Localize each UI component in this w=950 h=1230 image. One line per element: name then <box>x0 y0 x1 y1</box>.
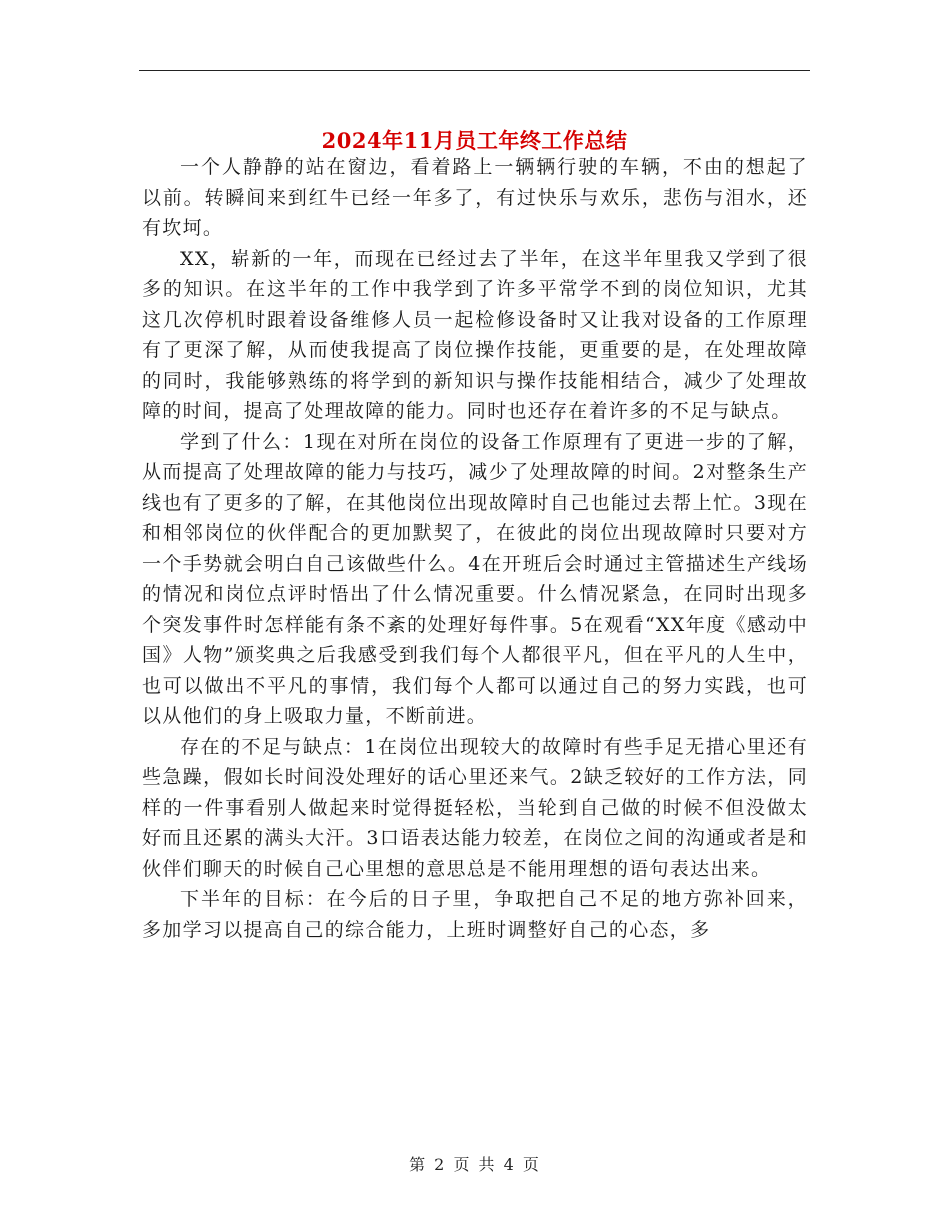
page-number-footer: 第 2 页 共 4 页 <box>409 1155 541 1174</box>
document-title: 2024年11月员工年终工作总结 <box>321 128 628 154</box>
paragraph-shortcomings: 存在的不足与缺点：1在岗位出现较大的故障时有些手足无措心里还有些急躁，假如长时间没处理好的话心里还来气。2缺乏较好的工作方法，同样的一件事看别人做起来时觉得挺轻松，当轮到自己做的时候不但没做太好而且还累的满头大汗。3口语表达能力较差，在岗位之间的沟通或者是和伙伴们聊天的时候自己心里想的意思总是不能用理想的语句表达出来。 <box>142 735 808 880</box>
header-rule <box>139 70 810 71</box>
document-body <box>142 152 808 945</box>
paragraph-learning-overview: XX，崭新的一年，而现在已经过去了半年，在这半年里我又学到了很多的知识。在这半年的工作中我学到了许多平常学不到的岗位知识，尤其这几次停机时跟着设备维修人员一起检修设备时又让我对设备的工作原理有了更深了解，从而使我提高了岗位操作技能，更重要的是，在处理故障的同时，我能够熟练的将学到的新知识与操作技能相结合，减少了处理故障的时间，提高了处理故障的能力。同时也还存在着许多的不足与缺点。 <box>142 247 808 422</box>
paragraph-intro: 一个人静静的站在窗边，看着路上一辆辆行驶的车辆，不由的想起了以前。转瞬间来到红牛已经一年多了，有过快乐与欢乐，悲伤与泪水，还有坎坷。 <box>142 156 808 239</box>
paragraph-goals: 下半年的目标：在今后的日子里，争取把自己不足的地方弥补回来，多加学习以提高自己的综合能力，上班时调整好自己的心态，多 <box>142 888 808 941</box>
paragraph-what-learned: 学到了什么：1现在对所在岗位的设备工作原理有了更进一步的了解，从而提高了处理故障的能力与技巧，减少了处理故障的时间。2对整条生产线也有了更多的了解，在其他岗位出现故障时自己也能过去帮上忙。3现在和相邻岗位的伙伴配合的更加默契了，在彼此的岗位出现故障时只要对方一个手势就会明白自己该做些什么。4在开班后会时通过主管描述生产线场的情况和岗位点评时悟出了什么情况重要。什么情况紧急，在同时出现多个突发事件时怎样能有条不紊的处理好每件事。5在观看“XX年度《感动中国》人物”颁奖典之后我感受到我们每个人都很平凡，但在平凡的人生中，也可以做出不平凡的事情，我们每个人都可以通过自己的努力实践，也可以从他们的身上吸取力量，不断前进。 <box>142 430 808 727</box>
